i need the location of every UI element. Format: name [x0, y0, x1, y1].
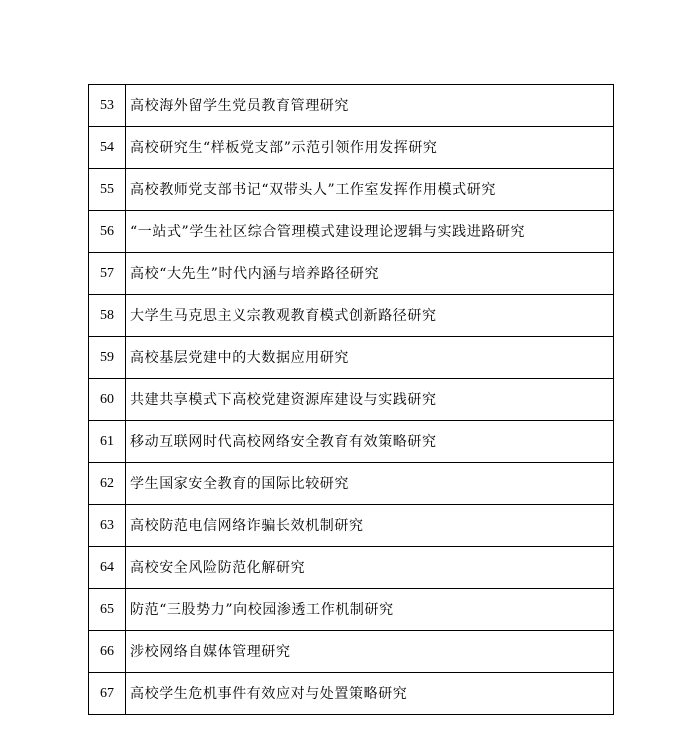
table-row	[89, 673, 614, 715]
table-row	[89, 421, 614, 463]
table-row	[89, 547, 614, 589]
row-number: 54	[89, 127, 126, 169]
row-title: 学生国家安全教育的国际比较研究	[126, 463, 614, 505]
row-number: 59	[89, 337, 126, 379]
row-title: 高校基层党建中的大数据应用研究	[126, 337, 614, 379]
row-title: 高校海外留学生党员教育管理研究	[126, 85, 614, 127]
row-number: 55	[89, 169, 126, 211]
row-title: 涉校网络自媒体管理研究	[126, 631, 614, 673]
row-title: 共建共享模式下高校党建资源库建设与实践研究	[126, 379, 614, 421]
row-number: 64	[89, 547, 126, 589]
table-body	[89, 85, 614, 715]
row-title: 高校防范电信网络诈骗长效机制研究	[126, 505, 614, 547]
table-row	[89, 463, 614, 505]
table-row	[89, 505, 614, 547]
table-row	[89, 211, 614, 253]
row-number: 56	[89, 211, 126, 253]
row-number: 65	[89, 589, 126, 631]
row-title: 高校“大先生”时代内涵与培养路径研究	[126, 253, 614, 295]
row-title: 防范“三股势力”向校园渗透工作机制研究	[126, 589, 614, 631]
table-row	[89, 631, 614, 673]
row-title: 移动互联网时代高校网络安全教育有效策略研究	[126, 421, 614, 463]
row-number: 60	[89, 379, 126, 421]
table-row	[89, 379, 614, 421]
row-number: 63	[89, 505, 126, 547]
research-topic-table	[88, 84, 614, 715]
row-title: “一站式”学生社区综合管理模式建设理论逻辑与实践进路研究	[126, 211, 614, 253]
row-number: 67	[89, 673, 126, 715]
row-number: 66	[89, 631, 126, 673]
row-title: 高校学生危机事件有效应对与处置策略研究	[126, 673, 614, 715]
row-number: 61	[89, 421, 126, 463]
row-title: 高校研究生“样板党支部”示范引领作用发挥研究	[126, 127, 614, 169]
row-title: 高校安全风险防范化解研究	[126, 547, 614, 589]
row-number: 62	[89, 463, 126, 505]
table-row	[89, 169, 614, 211]
table-row	[89, 85, 614, 127]
table-row	[89, 127, 614, 169]
row-title: 大学生马克思主义宗教观教育模式创新路径研究	[126, 295, 614, 337]
table-row	[89, 253, 614, 295]
table-row	[89, 337, 614, 379]
row-title: 高校教师党支部书记“双带头人”工作室发挥作用模式研究	[126, 169, 614, 211]
row-number: 57	[89, 253, 126, 295]
row-number: 58	[89, 295, 126, 337]
row-number: 53	[89, 85, 126, 127]
table-row	[89, 295, 614, 337]
table-row	[89, 589, 614, 631]
